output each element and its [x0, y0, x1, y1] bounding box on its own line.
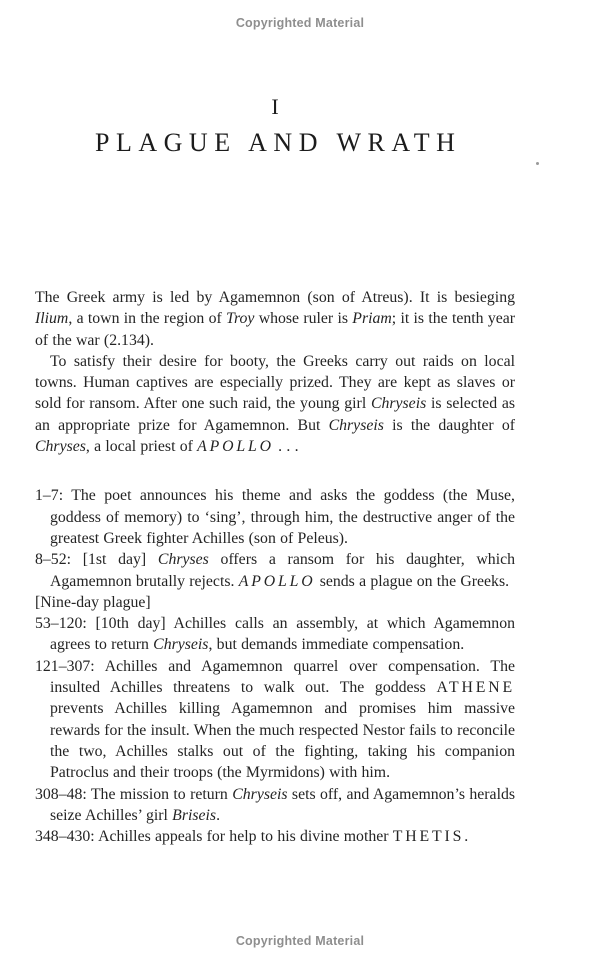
text-segment: prevents Achilles killing Agamemnon and promises him massive rewards for the insult. When the much respected Nestor fails to reconcile the two, Achilles stalks out of the fighting, taking his companion Patroclus and their troops (the Myrmidons) with him.: [50, 700, 515, 782]
italic-text: Chryseis: [153, 636, 209, 654]
text-segment: [Nine-day plague]: [35, 593, 151, 611]
text-segment: , but demands immediate compensation.: [208, 636, 465, 654]
summary-entry: [35, 549, 515, 592]
caps-spaced-text: ATHENE: [436, 679, 515, 697]
text-segment: To satisfy their desire for booty, the Greeks carry out raids on local towns. Human captives are especially prized. They are kept as slaves or sold for ransom. After one such raid, the young girl: [35, 352, 515, 413]
intro-section: [35, 287, 515, 457]
summary-entry: [35, 784, 515, 827]
text-segment: : Achilles and Agamemnon quarrel over compensation. The insulted Achilles threatens to walk out. The goddess: [50, 657, 515, 697]
text-segment: .: [464, 828, 469, 846]
caps-spaced-text: THETIS: [392, 828, 465, 846]
italic-text: Chryses: [157, 551, 209, 569]
text-segment: : [1st day]: [66, 551, 158, 569]
text-segment: : [10th day] Achilles calls an assembly, at which Agamemnon agrees to return: [50, 615, 515, 654]
intro-paragraph: [35, 351, 515, 457]
italic-text: Ilium: [35, 310, 69, 328]
italic-spaced-text: APOLLO: [238, 572, 316, 590]
text-segment: . . .: [273, 438, 299, 456]
italic-text: Chryseis: [328, 416, 384, 434]
summary-entry: [35, 592, 515, 613]
scan-artifact-dot: [536, 162, 539, 165]
num-text: 308–48: [35, 785, 83, 803]
num-text: 121–307: [35, 657, 91, 675]
italic-text: Briseis: [172, 806, 217, 824]
text-segment: , a town in the region of: [68, 310, 227, 328]
text-segment: ).: [144, 331, 154, 349]
text-segment: is selected as an appropriate prize for Agamemnon. But: [35, 395, 515, 434]
chapter-number: I: [271, 94, 279, 119]
summary-section: [35, 485, 515, 847]
italic-text: Priam: [352, 310, 392, 328]
italic-text: Chryseis: [232, 785, 288, 803]
text-segment: sends a plague on the Greeks.: [315, 572, 510, 590]
text-segment: sets off, and Agamemnon’s heralds seize Achilles’ girl: [50, 785, 516, 824]
text-segment: offers a ransom for his daughter, which Agamemnon brutally rejects.: [50, 551, 515, 590]
text-segment: : The mission to return: [82, 785, 233, 803]
text-segment: : Achilles appeals for help to his divine mother: [90, 828, 393, 846]
italic-spaced-text: APOLLO: [197, 438, 274, 456]
num-text: 53–120: [35, 615, 83, 633]
italic-text: Troy: [226, 310, 255, 328]
text-segment: : The poet announces his theme and asks the goddess (the Muse, goddess of memory) to ‘sing’, through him, the destructive anger of the greatest Greek fighter Achilles (son of Peleus).: [50, 487, 515, 547]
summary-entry: [35, 826, 515, 847]
summary-entry: [35, 485, 515, 549]
chapter-title: PLAGUE AND WRATH: [95, 128, 462, 157]
text-segment: .: [216, 806, 221, 824]
text-segment: The Greek army is led by Agamemnon (son of Atreus). It is besieging: [35, 289, 515, 306]
italic-text: Chryses: [35, 438, 86, 456]
text-segment: ; it is the tenth year of the war (: [35, 310, 515, 349]
text-segment: is the daughter of: [383, 416, 515, 434]
text-segment: whose ruler is: [254, 310, 353, 328]
summary-entry: [35, 613, 515, 656]
italic-text: Chryseis: [370, 395, 427, 413]
copyright-notice-bottom: Copyrighted Material: [235, 934, 365, 948]
num-text: 1–7: [35, 487, 59, 505]
num-text: 8–52: [35, 551, 67, 569]
num-text: 348–430: [35, 828, 91, 846]
intro-paragraph: [35, 287, 515, 351]
summary-entry: [35, 656, 515, 784]
text-segment: , a local priest of: [85, 438, 198, 456]
body-text-block: [35, 287, 515, 847]
copyright-notice-top: Copyrighted Material: [235, 16, 365, 30]
num-text: 2.134: [109, 331, 145, 349]
